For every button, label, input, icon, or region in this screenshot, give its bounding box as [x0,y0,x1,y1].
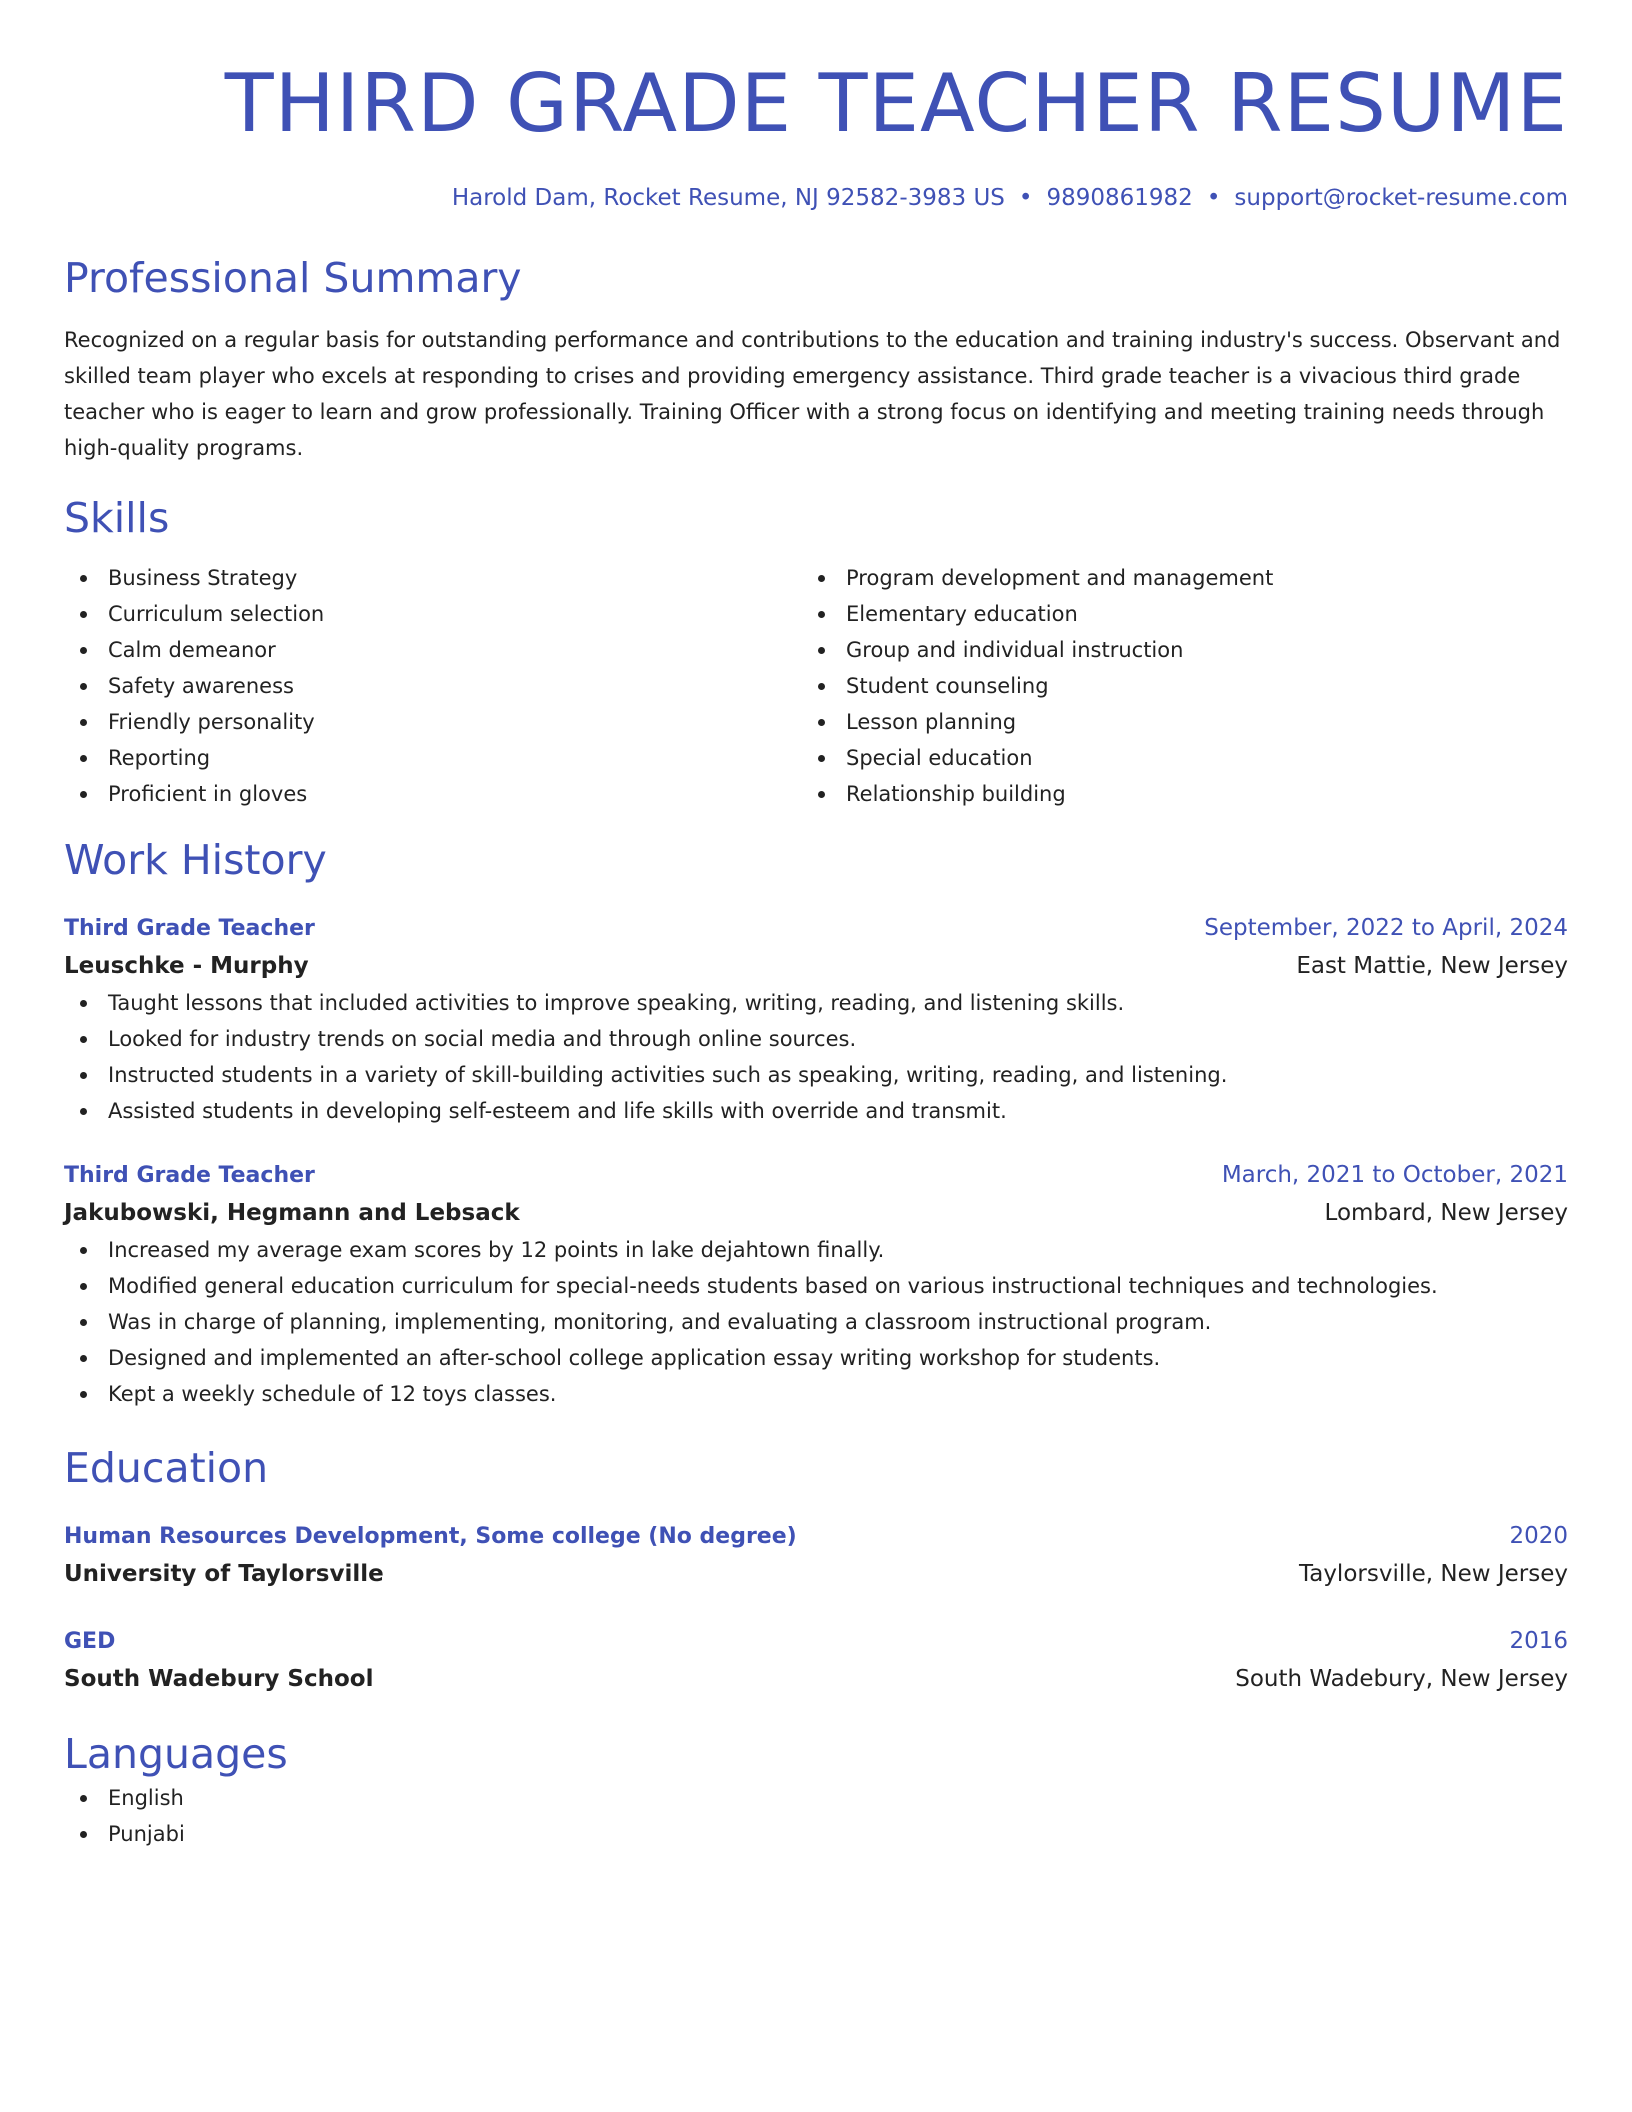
education-entry [64,1623,1568,1698]
job-bullet: Kept a weekly schedule of 12 toys classes. [64,1376,1568,1412]
languages-list [64,1780,1568,1852]
job-company: Leuschke - Murphy [64,953,309,979]
job-header-row [64,1157,1568,1194]
education-year: 2020 [1509,1523,1568,1549]
job-bullet: Looked for industry trends on social media and through online sources. [64,1021,1568,1057]
job-bullet: Instructed students in a variety of skill-building activities such as speaking, writing, reading, and listening. [64,1057,1568,1093]
resume-title: THIRD GRADE TEACHER RESUME [224,57,1568,150]
education-school: University of Taylorsville [64,1561,384,1587]
education-heading: Education [64,1444,269,1492]
education-entry [64,1518,1568,1593]
education-year: 2016 [1509,1628,1568,1654]
education-school-row [64,1660,1568,1698]
language-item: English [64,1780,1568,1816]
education-location: South Wadebury, New Jersey [1235,1666,1568,1692]
skill-item: Student counseling [802,668,1540,704]
job-bullet: Designed and implemented an after-school college application essay writing workshop for students. [64,1340,1568,1376]
contact-line [64,182,1568,214]
skill-item: Proficient in gloves [64,776,802,812]
job-bullet-list [64,1232,1568,1412]
job-dates: September, 2022 to April, 2024 [1204,915,1568,941]
skill-item: Reporting [64,740,802,776]
contact-address: Harold Dam, Rocket Resume, NJ 92582-3983 US [451,185,1005,211]
skill-item: Elementary education [802,596,1540,632]
skill-item: Lesson planning [802,704,1540,740]
skills-grid [64,560,1568,812]
education-header-row [64,1623,1568,1660]
skill-item: Program development and management [802,560,1540,596]
education-school: South Wadebury School [64,1666,374,1692]
job-bullet-list [64,985,1568,1129]
education-degree: Human Resources Development, Some college (No degree) [64,1524,797,1549]
job-location: East Mattie, New Jersey [1296,953,1568,979]
skill-item: Curriculum selection [64,596,802,632]
job-bullet: Modified general education curriculum for special-needs students based on various instructional techniques and technologies. [64,1268,1568,1304]
education-location: Taylorsville, New Jersey [1298,1561,1568,1587]
skill-item: Calm demeanor [64,632,802,668]
skill-item: Safety awareness [64,668,802,704]
job-company: Jakubowski, Hegmann and Lebsack [64,1200,520,1226]
job-dates: March, 2021 to October, 2021 [1221,1162,1568,1188]
summary-text: Recognized on a regular basis for outstanding performance and contributions to the education and training industry's success. Observant and skilled team player who excels at responding to crises and providing emergency assistance. Third grade teacher is a vivacious third grade teacher who is eager to learn and grow professionally. Training Officer with a strong focus on identifying and meeting training needs through high-quality programs. [64,328,1561,460]
job-bullet: Was in charge of planning, implementing, monitoring, and evaluating a classroom instructional program. [64,1304,1568,1340]
skills-left-list [64,560,802,812]
skills-heading: Skills [64,494,170,542]
skill-item: Group and individual instruction [802,632,1540,668]
contact-separator: • [1018,185,1033,211]
job-org-row [64,947,1568,985]
job-bullet: Assisted students in developing self-esteem and life skills with override and transmit. [64,1093,1568,1129]
work-history-heading: Work History [64,836,327,884]
education-degree: GED [64,1629,116,1654]
job-location: Lombard, New Jersey [1324,1200,1568,1226]
education-header-row [64,1518,1568,1555]
contact-separator: • [1206,185,1221,211]
languages-heading: Languages [64,1730,288,1778]
job-bullet: Taught lessons that included activities to improve speaking, writing, reading, and listening skills. [64,985,1568,1021]
job-org-row [64,1194,1568,1232]
education-school-row [64,1555,1568,1593]
contact-email: support@rocket-resume.com [1234,185,1568,211]
skill-item: Relationship building [802,776,1540,812]
contact-phone: 9890861982 [1046,185,1193,211]
job-title: Third Grade Teacher [64,1163,315,1188]
summary-heading: Professional Summary [64,254,522,302]
language-item: Punjabi [64,1816,1568,1852]
job-header-row [64,910,1568,947]
job-entry [64,1157,1568,1412]
skill-item: Friendly personality [64,704,802,740]
job-title: Third Grade Teacher [64,916,315,941]
skill-item: Business Strategy [64,560,802,596]
skills-right-list [802,560,1540,812]
job-entry [64,910,1568,1129]
job-bullet: Increased my average exam scores by 12 points in lake dejahtown finally. [64,1232,1568,1268]
skill-item: Special education [802,740,1540,776]
